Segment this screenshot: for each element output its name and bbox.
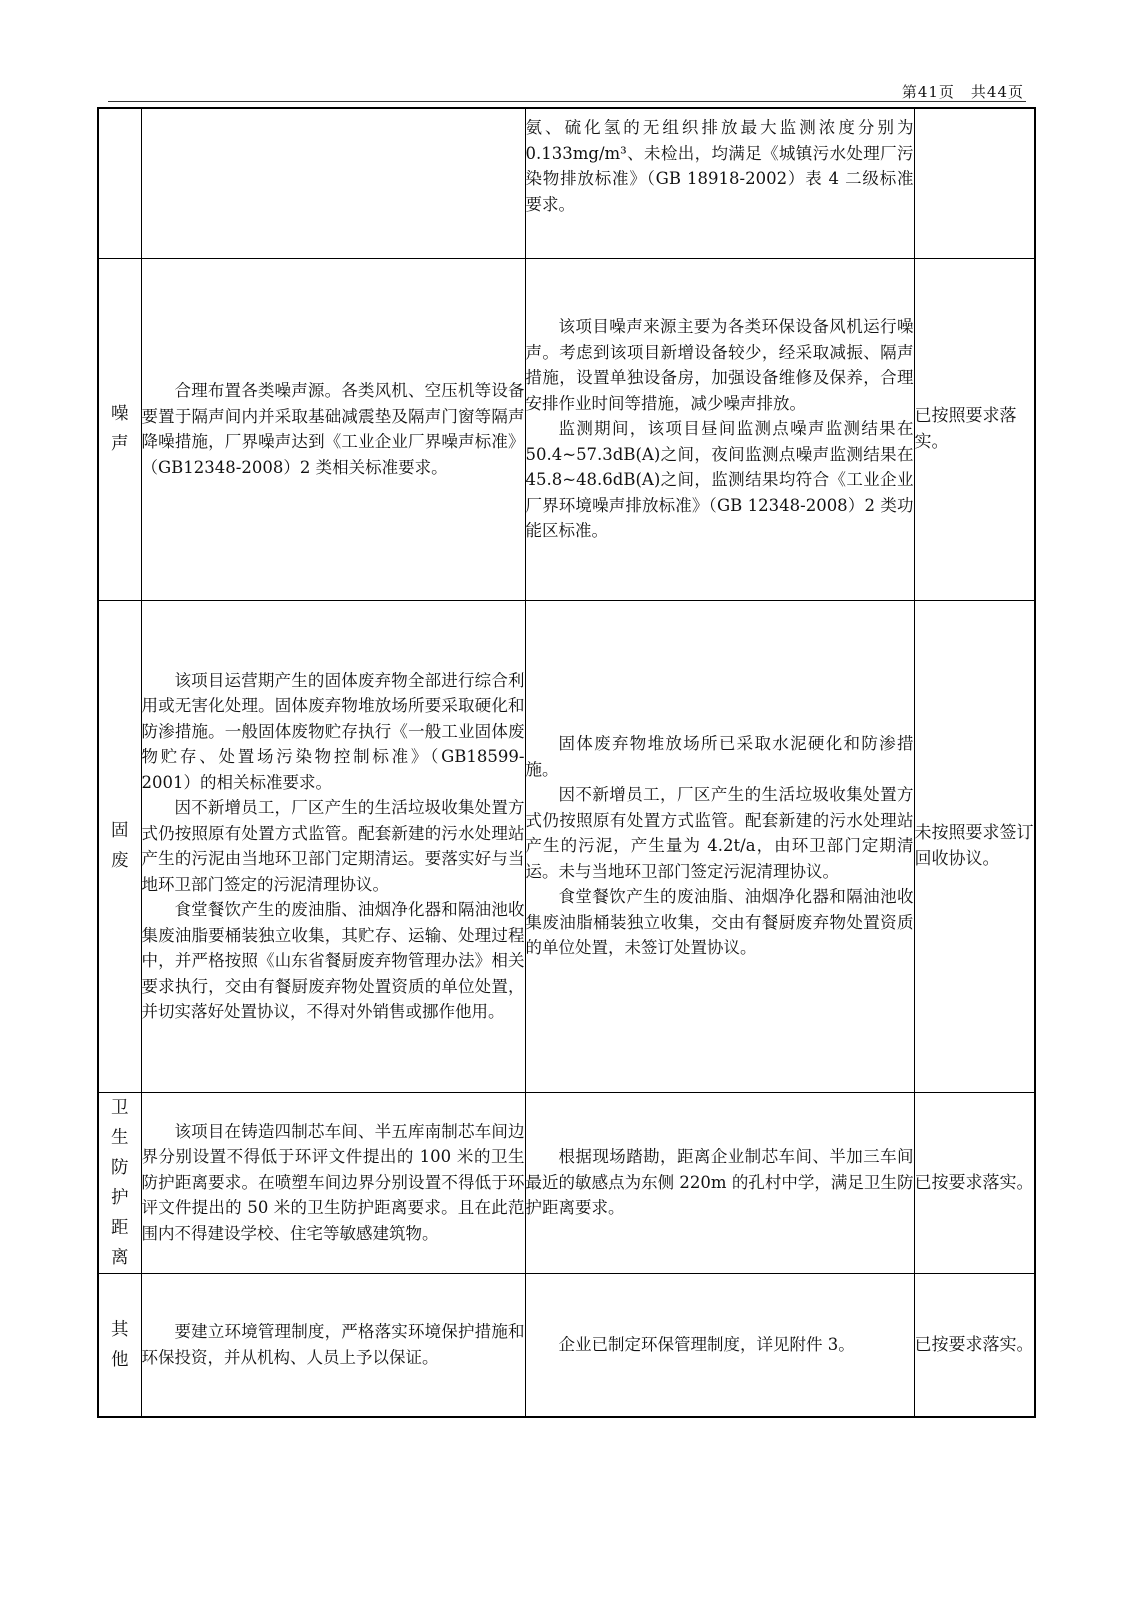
requirement-cell-solid-waste [141,600,525,1092]
category-char: 护 [111,1187,129,1208]
category-cell-other [98,1273,141,1417]
actual-text: 食堂餐饮产生的废油脂、油烟净化器和隔油池收集废油脂桶装独立收集，交由有餐厨废弃物处置资质的单位处置，未签订处置协议。 [525,887,914,958]
acceptance-check-table [97,107,1036,1418]
result-cell-health-protection: 已按要求落实。 [914,1092,1035,1273]
actual-text: 监测期间，该项目昼间监测点噪声监测结果在 50.4~57.3dB(A)之间，夜间监测点噪声监测结果在 45.8~48.6dB(A)之间，监测结果均符合《工业企业厂界环境噪声排放标准》（GB 12348-2008）2 类功能区标准。 [525,419,914,541]
category-char: 卫 [111,1097,129,1118]
actual-text: 因不新增员工，厂区产生的生活垃圾收集处置方式仍按照原有处置方式监管。配套新建的污水处理站产生的污泥，产生量为 4.2t/a，由环卫部门定期清运。未与当地环卫部门签定污泥清理协议。 [525,785,914,881]
requirement-text: 食堂餐饮产生的废油脂、油烟净化器和隔油池收集废油脂要桶装独立收集，其贮存、运输、处理过程中，并严格按照《山东省餐厨废弃物管理办法》相关要求执行，交由有餐厨废弃物处置资质的单位处置，并切实落好处置协议，不得对外销售或挪作他用。 [141,900,525,1021]
category-cell [98,108,141,258]
actual-text: 氨、硫化氢的无组织排放最大监测浓度分别为 0.133mg/m³、未检出，均满足《城镇污水处理厂污染物排放标准》（GB 18918-2002）表 4 二级标准要求。 [525,118,914,214]
requirement-text: 要建立环境管理制度，严格落实环境保护措施和环保投资，并从机构、人员上予以保证。 [141,1322,525,1367]
category-char: 声 [111,434,129,454]
requirement-cell-other [141,1273,525,1417]
category-char: 其 [111,1319,129,1340]
category-char: 固 [111,821,129,841]
category-char: 废 [111,851,129,871]
actual-cell-other [525,1273,914,1417]
result-cell [914,108,1035,258]
requirement-text: 该项目在铸造四制芯车间、半五库南制芯车间边界分别设置不得低于环评文件提出的 100 米的卫生防护距离要求。在喷塑车间边界分别设置不得低于环评文件提出的 50 米的卫生防护距离要求。且在此范围内不得建设学校、住宅等敏感建筑物。 [141,1121,525,1243]
actual-text: 企业已制定环保管理制度，详见附件 3。 [558,1335,855,1354]
header-rule [108,101,1026,102]
category-char: 距 [111,1217,129,1238]
table-row-other [98,1273,1035,1417]
category-cell-solid-waste [98,600,141,1092]
table-row-solid-waste [98,600,1035,1092]
actual-cell-solid-waste [525,600,914,1092]
requirement-cell [141,108,525,258]
page-number-header: 第41页 共44页 [901,83,1024,101]
category-char: 生 [111,1127,129,1148]
result-cell-other: 已按要求落实。 [914,1273,1035,1417]
actual-text: 该项目噪声来源主要为各类环保设备风机运行噪声。考虑到该项目新增设备较少，经采取减振、隔声措施，设置单独设备房，加强设备维修及保养，合理安排作业时间等措施，减少噪声排放。 [525,317,914,413]
requirement-text: 合理布置各类噪声源。各类风机、空压机等设备要置于隔声间内并采取基础减震垫及隔声门窗等隔声降噪措施，厂界噪声达到《工业企业厂界噪声标准》（GB12348-2008）2 类相关标准要求。 [141,381,525,477]
category-char: 噪 [111,404,129,424]
actual-cell-health-protection [525,1092,914,1273]
actual-text: 根据现场踏勘，距离企业制芯车间、半加三车间最近的敏感点为东侧 220m 的孔村中学，满足卫生防护距离要求。 [525,1147,914,1218]
result-cell-noise: 已按照要求落实。 [914,258,1035,600]
table-row-noise [98,258,1035,600]
result-cell-solid-waste: 未按照要求签订回收协议。 [914,600,1035,1092]
requirement-cell-health-protection [141,1092,525,1273]
requirement-cell-noise [141,258,525,600]
category-cell-health-protection [98,1092,141,1273]
table-row-health-protection-distance [98,1092,1035,1273]
category-char: 离 [111,1247,129,1268]
actual-cell-noise [525,258,914,600]
table-row-continuation [98,108,1035,258]
requirement-text: 因不新增员工，厂区产生的生活垃圾收集处置方式仍按照原有处置方式监管。配套新建的污水处理站产生的污泥由当地环卫部门定期清运。要落实好与当地环卫部门签定的污泥清理协议。 [141,798,525,894]
category-cell-noise [98,258,141,600]
category-char: 防 [111,1157,129,1178]
actual-cell [525,108,914,258]
category-char: 他 [111,1349,129,1370]
requirement-text: 该项目运营期产生的固体废弃物全部进行综合利用或无害化处理。固体废弃物堆放场所要采取硬化和防渗措施。一般固体废物贮存执行《一般工业固体废物贮存、处置场污染物控制标准》（GB18599-2001）的相关标准要求。 [141,670,525,792]
actual-text: 固体废弃物堆放场所已采取水泥硬化和防渗措施。 [525,734,914,779]
